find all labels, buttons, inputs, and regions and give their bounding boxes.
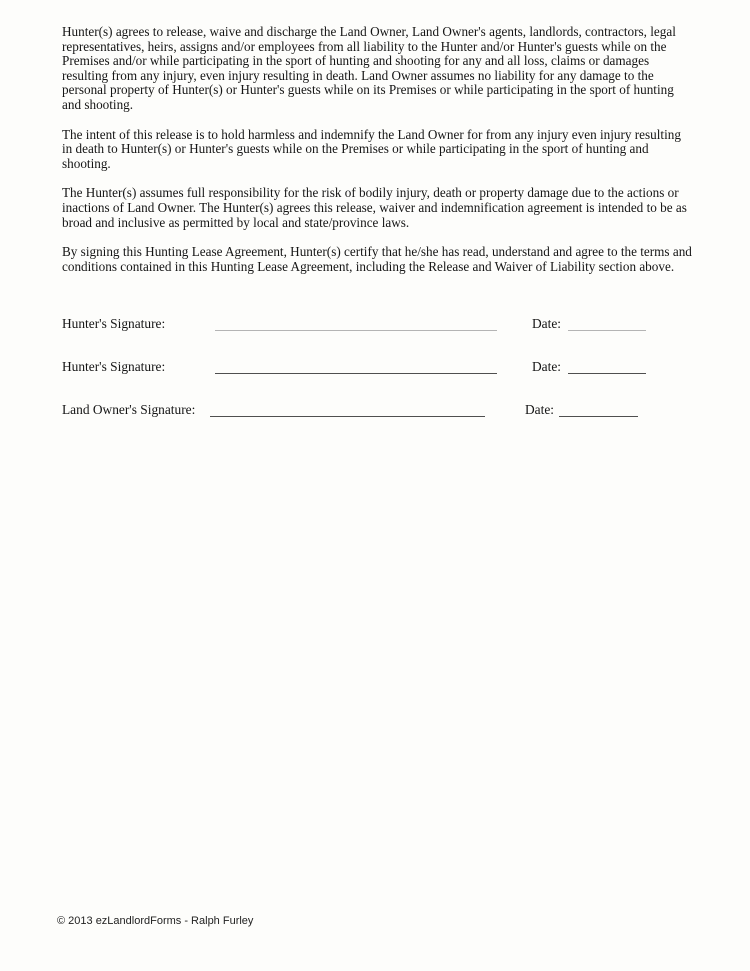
signature-line[interactable] xyxy=(215,316,497,331)
date-line[interactable] xyxy=(559,402,638,417)
date-label: Date: xyxy=(532,316,561,331)
footer-copyright: © 2013 ezLandlordForms - Ralph Furley xyxy=(57,915,254,927)
date-line[interactable] xyxy=(568,359,646,374)
document-body xyxy=(62,25,692,289)
signature-label: Hunter's Signature: xyxy=(62,316,166,331)
landowner-signature-row xyxy=(62,402,712,419)
date-line[interactable] xyxy=(568,316,646,331)
signature-line[interactable] xyxy=(210,402,485,417)
signature-section xyxy=(62,316,712,445)
paragraph-hunter-responsibility: The Hunter(s) assumes full responsibility for the risk of bodily injury, death or property damage due to the actions or inactions of Land Owner. The Hunter(s) agrees this release, waiver and indemnification agreement is intended to be as broad and inclusive as permitted by local and state/province laws. xyxy=(62,185,687,230)
paragraph-release-waiver: Hunter(s) agrees to release, waive and discharge the Land Owner, Land Owner's agents, landlords, contractors, legal representatives, heirs, assigns and/or employees from all liability to the Hunter and/or Hunter's guests while on the Premises and/or while participating in the sport of hunting and shooting for any and all loss, claims or damages resulting from any injury, even injury resulting in death. Land Owner assumes no liability for any damage to the personal property of Hunter(s) or Hunter's guests while on its Premises or while participating in the sport of hunting and shooting. xyxy=(62,24,676,112)
hunter-signature-row-1 xyxy=(62,316,712,333)
signature-label: Hunter's Signature: xyxy=(62,359,166,374)
hunter-signature-row-2 xyxy=(62,359,712,376)
date-label: Date: xyxy=(525,402,554,417)
paragraph-certification: By signing this Hunting Lease Agreement, Hunter(s) certify that he/she has read, understand and agree to the terms and conditions contained in this Hunting Lease Agreement, including the Release and Waiver of Liability section above. xyxy=(62,244,692,274)
paragraph-intent-of-release: The intent of this release is to hold harmless and indemnify the Land Owner for from any injury even injury resulting in death to Hunter(s) or Hunter's guests while on the Premises or while participating in the sport of hunting and shooting. xyxy=(62,126,681,171)
date-label: Date: xyxy=(532,359,561,374)
signature-label: Land Owner's Signature: xyxy=(62,402,196,417)
signature-line[interactable] xyxy=(215,359,497,374)
